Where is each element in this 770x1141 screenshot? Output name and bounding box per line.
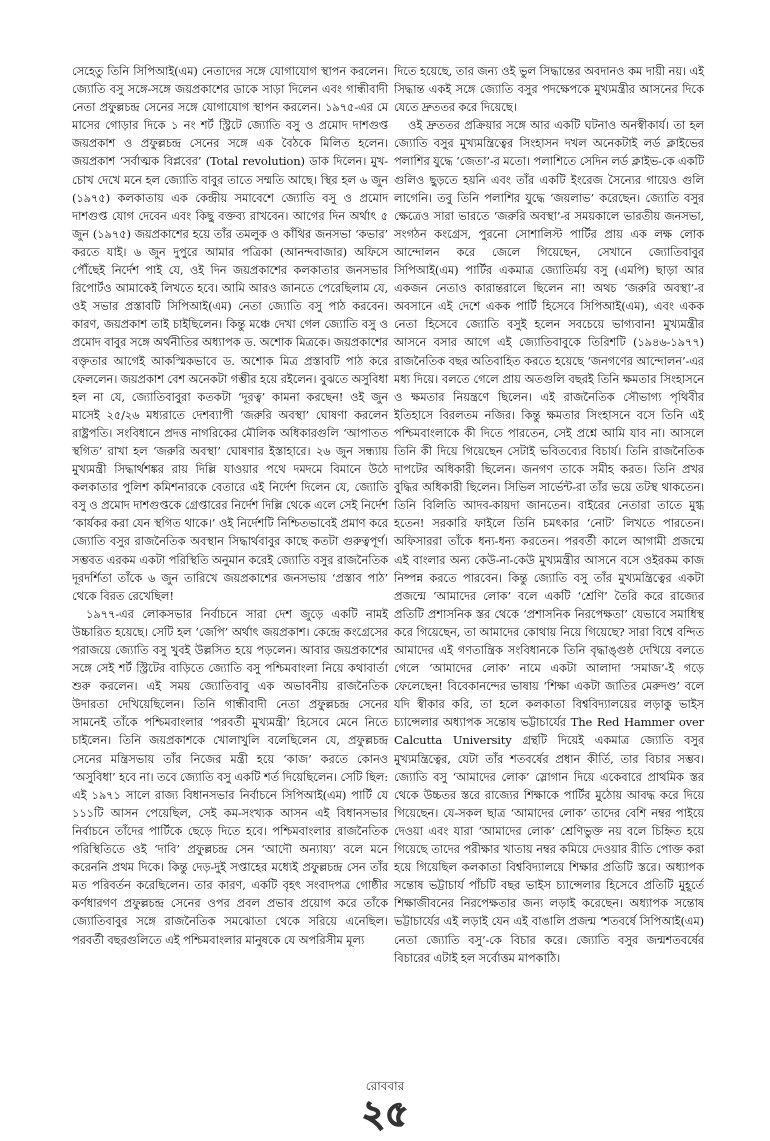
paragraph: সেহেতু তিনি সিপিআই(এম) নেতাদের সঙ্গে যোগাযোগ স্থাপন করলেন। জ্যোতি বসু সঙ্গে-সঙ্গে জয়প্রকাশের ডাকে সাড়া দিলেন এবং গান্ধীবাদী নেতা প্রফুল্লচন্দ্র সেনের সঙ্গে যোগাযোগ স্থাপন করলেন। ১৯৭৫-এর মে মাসের গোড়ার দিকে ১ নং শর্ট স্ট্রিটে জ্যোতি বসু ও প্রমোদ দাশগুপ্ত জয়প্রকাশ ও প্রফুল্লচন্দ্র সেনের সঙ্গে এক বৈঠকে মিলিত হলেন। জয়প্রকাশ ‘সর্বাত্মক বিপ্লবের’ (Total revolution) ডাক দিলেন। মুখ-চোখ দেখে মনে হল জ্যোতি বাবুর তাতে সম্মতি আছে। স্থির হল ৬ জুন (১৯৭৫) কলকাতায় এক কেন্দ্রীয় সমাবেশে জ্যোতি বসু ও প্রমোদ দাশগুপ্ত যোগ দেবেন এবং কিছু বক্তব্য রাখবেন। আগের দিন অর্থাৎ ৫ জুন (১৯৭৫) জয়প্রকাশের হয়ে তাঁর তমলুক ও কাঁথির জনসভা ‘কভার’ করতে যাই। ৬ জুন দুপুরে আমার পত্রিকা (আনন্দবাজার) অফিসে পৌঁছেই নির্দেশ পাই যে, ওই দিন জয়প্রকাশের কলকাতার জনসভার রিপোর্টও আমাকেই লিখতে হবে। আমি আরও জানতে পেরেছিলাম যে, ওই সভার প্রস্তাবটি সিপিআই(এম) নেতা জ্যোতি বসু পাঠ করবেন। কারণ, জয়প্রকাশ তাই চাইছিলেন। কিন্তু মঞ্চে দেখা গেল জ্যোতি বসু ও প্রমোদ বাবুর সঙ্গে অর্থনীতির অধ্যাপক ড. অশোক মিত্রকে। জয়প্রকাশের বক্তৃতার আগেই আকস্মিকভাবে ড. অশোক মিত্র প্রস্তাবটি পাঠ করে ফেললেন। জয়প্রকাশ বেশ অনেকটা গম্ভীর হয়ে রইলেন। বুঝতে অসুবিধা হল না যে, জ্যোতিবাবুরা কতকটা ‘দূরত্ব’ কামনা করছেন! ওই জুন মাসেই ২৫/২৬ মধ্যরাতে দেশব্যাপী ‘জরুরি অবস্থা’ ঘোষণা করলেন রাষ্ট্রপতি। সংবিধানে প্রদত্ত নাগরিকের মৌলিক অধিকারগুলি ‘আপাতত স্থগিত’ রাখা হল ‘জরুরি অবস্থা’ ঘোষণার ইস্তাহারে। ২৬ জুন সন্ধ্যায় মুখ্যমন্ত্রী সিদ্ধার্থশঙ্কর রায় দিল্লি যাওয়ার পথে দমদমে বিমানে উঠে কলকাতার পুলিশ কমিশনারকে বেতারে এই নির্দেশ দিলেন যে, জ্যোতি বসু ও প্রমোদ দাশগুপ্তকে গ্রেপ্তারের নির্দেশ দিল্লি থেকে এলে সেই নির্দেশ ‘কার্যকর করা যেন স্থগিত থাকে।’ ওই নির্দেশটি নিশ্চিতভাবেই প্রমাণ করে জ্যোতি বসুর রাজনৈতিক অবস্থান সিদ্ধার্থবাবুর কাছে কতটা গুরুত্বপূর্ণ। সম্ভবত এরকম একটা পরিস্থিতি অনুমান করেই জ্যোতি বসুর রাজনৈতিক দূরদর্শিতা তাঁকে ৬ জুন তারিখে জয়প্রকাশের জনসভায় ‘প্রস্তাব পাঠ’ থেকে বিরত রেখেছিল! [72,64,388,603]
magazine-name: রোববার [365,1079,405,1093]
page-footer [0,1078,770,1134]
paragraph: ১৯৭৭-এর লোকসভার নির্বাচনে সারা দেশ জুড়ে একটি নামই উচ্চারিত হয়েছে। সেটি হল ‘জেপি’ অর্থাৎ জয়প্রকাশ। কেন্দ্রে কংগ্রেসের পরাজয়ে জ্যোতি বসু খুবই উল্লসিত হয়ে পড়লেন। আবার জয়প্রকাশের সঙ্গে সেই শর্ট স্ট্রিটের বাড়িতে জ্যোতি বসু পশ্চিমবাংলা নিয়ে কথাবার্তা শুরু করলেন। এই সময় জ্যোতিবাবু এক অভাবনীয় রাজনৈতিক উদারতা দেখিয়েছিলেন। তিনি গান্ধীবাদী নেতা প্রফুল্লচন্দ্র সেনের সামনেই তাঁকে পশ্চিমবাংলার ‘পরবর্তী মুখ্যমন্ত্রী’ হিসেবে মেনে নিতে চাইলেন। তিনি জয়প্রকাশকে খোলাখুলি বলেছিলেন যে, প্রফুল্লচন্দ্র সেনের মন্ত্রিসভায় তাঁর নিজের মন্ত্রী হয়ে ‘কাজ’ করতে কোনও ‘অসুবিধা’ হবে না। তবে জ্যোতি বসু একটি শর্ত দিয়েছিলেন। সেটি ছিল: এই ১৯৭১ সালে রাজ্য বিধানসভার নির্বাচনে সিপিআই(এম) পার্টি যে ১১১টি আসন পেয়েছিল, সেই কম-সংখ্যক আসন এই বিধানসভার নির্বাচনে তাঁদের পার্টিকে ছেড়ে দিতে হবে। পশ্চিমবাংলার রাজনৈতিক পরিস্থিতিতে ওই ‘দাবি’ প্রফুল্লচন্দ্র সেন ‘আদৌ অন্যায্য’ বলে মনে করেননি প্রথম দিকে। কিন্তু দেড়-দুই সপ্তাহের মধ্যেই প্রফুল্লচন্দ্র সেন তাঁর মত পরিবর্তন করেছিলেন। তার কারণ, একটি বৃহৎ সংবাদপত্র গোষ্ঠীর কর্ণধারগণ প্রফুল্লচন্দ্র সেনের ওপর প্রবল প্রভাব প্রয়োগ করে তাঁকে জ্যোতিবাবুর সঙ্গে রাজনৈতিক সমঝোতা থেকে সরিয়ে এনেছিল। পরবর্তী বছরগুলিতে এই পশ্চিমবাংলার মানুষকে যে অপরিসীম মূল্য [72,606,388,947]
paragraph: দিতে হয়েছে, তার জন্য ওই ভুল সিদ্ধান্তের অবদানও কম দায়ী নয়। এই সিদ্ধান্ত একই সঙ্গে জ্যোতি বসুর পদক্ষেপকে মুখ্যমন্ত্রীর আসনের দিকে যেতে দ্রুততর করে দিয়েছে। [394,64,704,115]
article-column-left [72,62,388,949]
page-number: ২৫ [361,1093,409,1135]
article-column-right [394,62,704,967]
paragraph: ওই দ্রুততর প্রক্রিয়ার সঙ্গে আর একটি ঘটনাও অনস্বীকার্য। তা হল জ্যোতি বসুর মুখ্যমন্ত্রিত্বের সিংহাসন দখল অনেকটাই লর্ড ক্লাইভের পলাশির যুদ্ধে ‘জেতা’-র মতো। পলাশিতে সেদিন লর্ড ক্লাইভ-কে একটি গুলিও ছুড়তে হয়নি এবং তাঁর একটি ইংরেজ সৈন্যের গায়েও গুলি লাগেনি। তবু তিনি পলাশির যুদ্ধে ‘জয়লাভ’ করেছেন। জ্যোতি বসুর ক্ষেত্রেও সারা ভারতে ‘জরুরি অবস্থা’-র সময়কালে ভারতীয় জনসভা, সংগঠন কংগ্রেস, পুরনো সোশালিস্ট পার্টির প্রায় এক লক্ষ লোক আন্দোলন করে জেলে গিয়েছেন, সেখানে জ্যোতিবাবুর সিপিআই(এম) পার্টির একমাত্র জ্যোতির্ময় বসু (এমপি) ছাড়া আর একজন নেতাও কারান্তরালে ছিলেন না! অথচ ‘জরুরি অবস্থা’-র অবসানে এই দেশে একক পার্টি হিসেবে সিপিআই(এম), এবং একক নেতা হিসেবে জ্যোতি বসুই হলেন সবচেয়ে ভাগ্যবান! মুখ্যমন্ত্রীর আসনে বসার আগে এই জ্যোতিবাবুকে তিরিশটি (১৯৪৬-১৯৭৭) রাজনৈতিক বছর অতিবাহিত করতে হয়েছে ‘জনগণের আন্দোলন’-এর মধ্য দিয়ে। বলতে গেলে প্রায় অতগুলি বছরই তিনি ক্ষমতার সিংহাসনে ও ক্ষমতার নিয়ন্ত্রণে ছিলেন। এই রাজনৈতিক সৌভাগ্য পৃথিবীর ইতিহাসে বিরলতম নজির। কিন্তু ক্ষমতার সিংহাসনে বসে তিনি এই পশ্চিমবাংলাকে কী দিতে পারতেন, সেই প্রশ্নে আমি যাব না। আসলে তিনি কী দিয়ে গিয়েছেন সেটাই ভবিতব্যের বিচার্য। তিনি রাজনৈতিক দাপটের অধিকারী ছিলেন। জনগণ তাকে সমীহ করত। তিনি প্রখর বুদ্ধির অধিকারী ছিলেন। সিভিল সার্ভেন্ট-রা তাঁর ভয়ে তটস্থ থাকতেন। তিনি বিলিতি আদব-কায়দা জানতেন। বাইরের নেতারা তাতে মুগ্ধ হতেন! সরকারি ফাইলে তিনি চমৎকার ‘নোট’ লিখতে পারতেন। অফিসাররা তাঁকে ধন্য-ধন্য করতেন। পরবর্তী কালে আগামী প্রজন্মে এই বাংলার অন্য কেউ-না-কেউ মুখ্যমন্ত্রীর আসনে বসে ওইরকম কাজ নিষ্পন্ন করতে পারবেন। কিন্তু জ্যোতি বসু তাঁর মুখ্যমন্ত্রিত্বের একটা প্রজন্মে ‘আমাদের লোক’ বলে একটি ‘শ্রেণি’ তৈরি করে রাজ্যের প্রতিটি প্রশাসনিক স্তর থেকে ‘প্রশাসনিক নিরপেক্ষতা’ যেভাবে সমাধিস্থ করে গিয়েছেন, তা আমাদের কোথায় নিয়ে গিয়েছে? সারা বিশ্বে বন্দিত আমাদের এই গণতান্ত্রিক সংবিধানকে তিনি বৃদ্ধাঙ্গুষ্ঠ দেখিয়ে বলতে গেলে ‘আমাদের লোক’ নামে একটা আলাদা ‘সমাজ’-ই গড়ে ফেলেছেন! বিবেকানন্দের ভাষায় ‘শিক্ষা একটা জাতির মেরুদণ্ড’ বলে যদি স্বীকার করি, তা হলে কলকাতা বিশ্ববিদ্যালয়ের লড়াকু ভাইস চ্যান্সেলার অধ্যাপক সন্তোষ ভট্টাচার্যের The Red Hammer over Calcutta University গ্রন্থটি দিয়েই একমাত্র জ্যোতি বসুর মুখ্যমন্ত্রিত্বের, যেটা তাঁর শতবর্ষের প্রধান কীর্তি, তার বিচার সম্ভব। জ্যোতি বসু ‘আমাদের লোক’ স্লোগান দিয়ে একেবারে প্রাথমিক স্তর থেকে উচ্চতর স্তরে রাজ্যের শিক্ষাকে পার্টির মুঠোয় আবদ্ধ করে দিয়ে গিয়েছেন। যে-সকল ছাত্র ‘আমাদের লোক’ তাদের বেশি নম্বর পাইয়ে দেওয়া এবং যারা ‘আমাদের লোক’ শ্রেণিভুক্ত নয় বলে চিহ্নিত হয়ে গিয়েছে তাদের পরীক্ষার খাতায় নম্বর কমিয়ে দেওয়ার রীতি পোক্ত করা হয়ে গিয়েছিল কলকাতা বিশ্ববিদ্যালয়ে শিক্ষার প্রতিটি স্তরে। অধ্যাপক সন্তোষ ভট্টাচার্য পাঁচটি বছর ভাইস চ্যান্সেলার হিসেবে প্রতিটি মুহূর্তে শিক্ষাজীবনের নিরপেক্ষতার জন্য লড়াই করেছেন। অধ্যাপক সন্তোষ ভট্টাচার্যের এই লড়াই যেন এই বাঙালি প্রজন্ম ‘শতবর্ষে সিপিআই(এম) নেতা জ্যোতি বসু’-কে বিচার করে। জ্যোতি বসুর জন্মশতবর্ষের বিচারের এটাই হল সর্বোত্তম মাপকাঠি। [394,118,704,965]
